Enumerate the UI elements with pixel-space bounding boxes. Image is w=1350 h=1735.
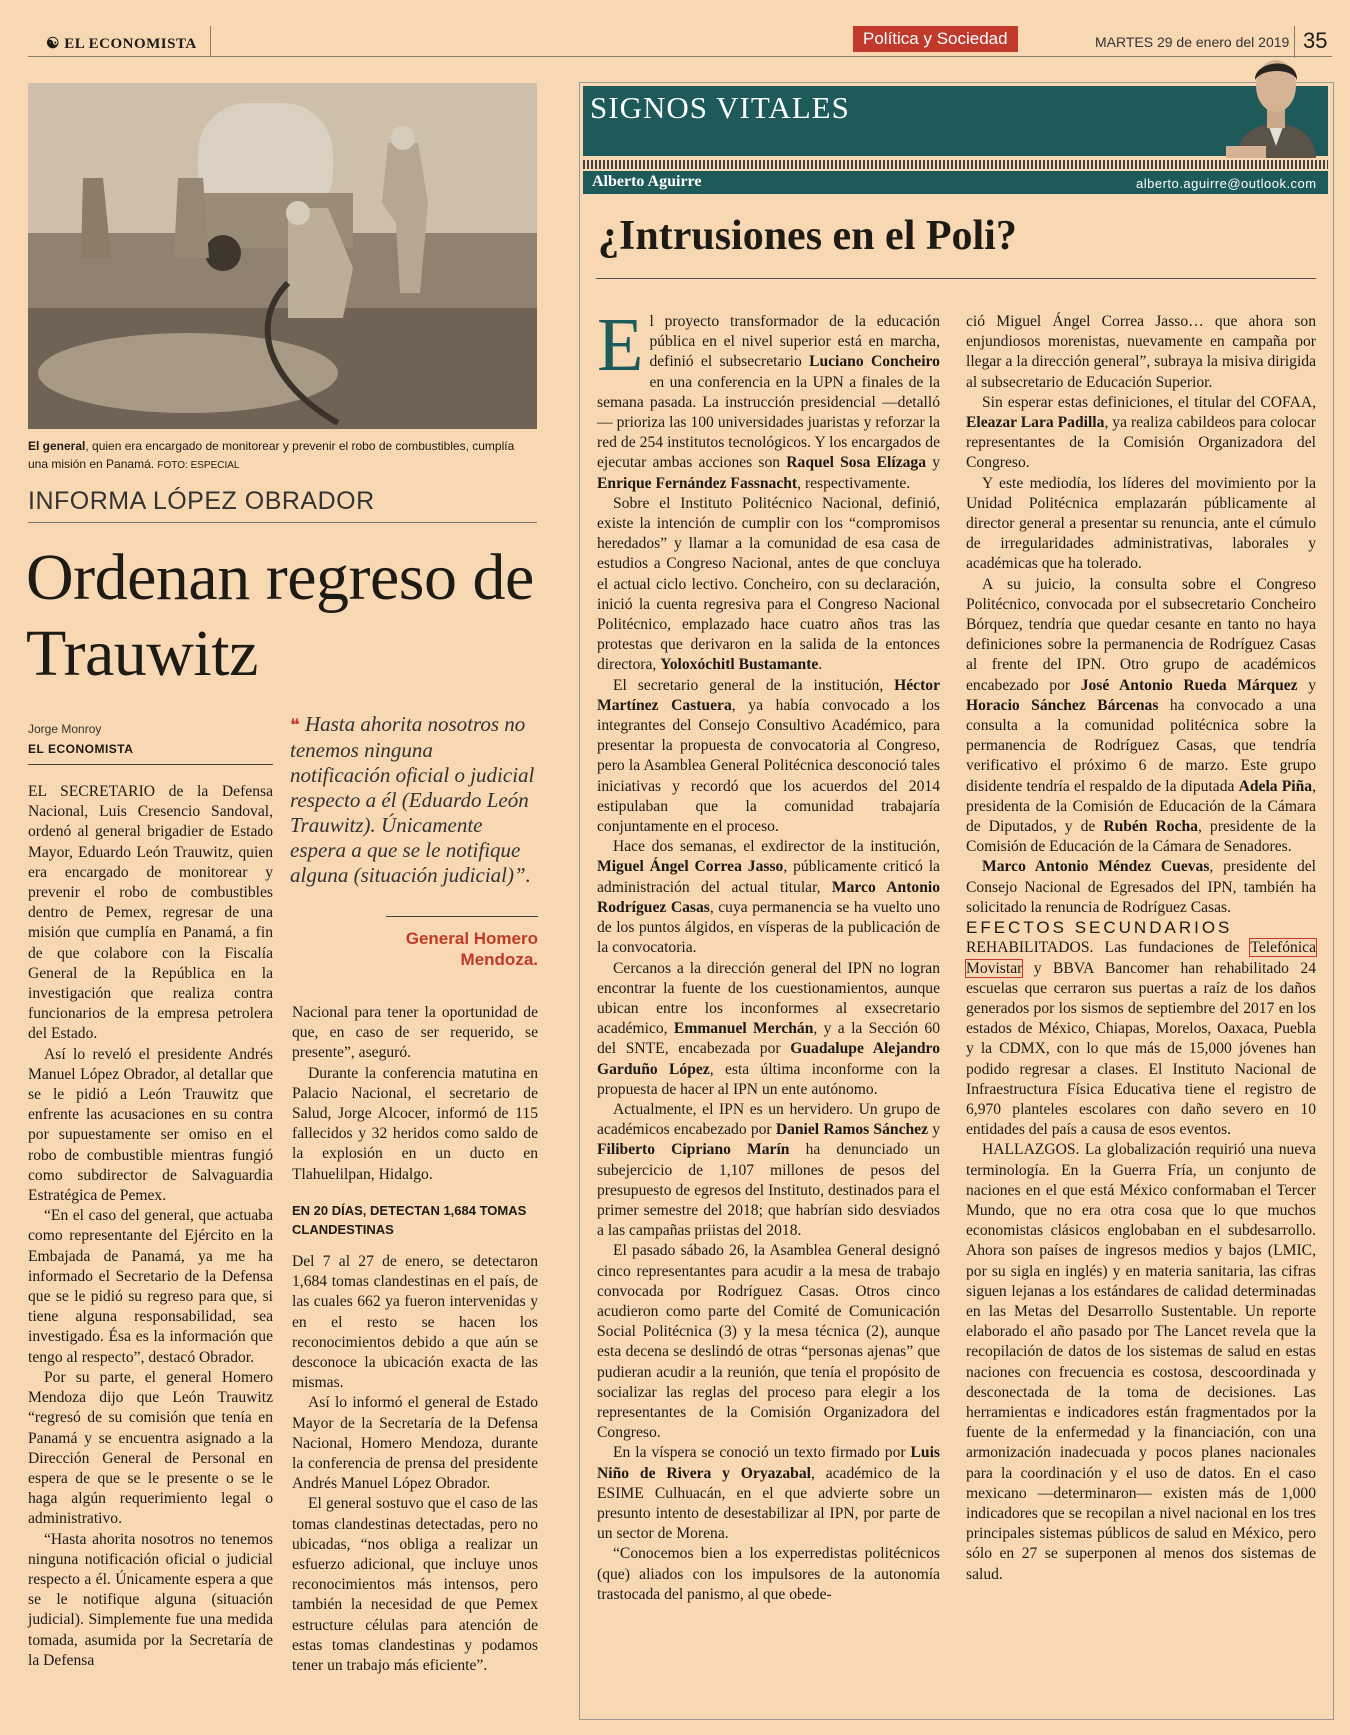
paragraph: Así lo reveló el presidente Andrés Manuel López Obrador, al detallar que se le pidió a León Trauwitz que enfrente las acusaciones en su contra por supuestamente ser omiso en el robo de combustible mientras fungió como subdirector de Salvaguardia Estratégica de Pemex. xyxy=(28,1045,273,1205)
paragraph: REHABILITADOS. Las fundaciones de Telefónica Movistar y BBVA Bancomer han rehabilitado 24 escuelas que cerraron sus puertas a raíz de los daños generados por los sismos de septiembre del 2017 en los estados de México, Chiapas, Morelos, Oaxaca, Puebla y la CDMX, con lo que más de 15,000 jóvenes han podido regresar a clases. El Instituto Nacional de Infraestructura Física Educativa tiene el registro de 6,970 planteles escolares con daño severo en 10 entidades del país a causa de esos eventos. xyxy=(966,939,1316,1139)
paragraph: Del 7 al 27 de enero, se detectaron 1,684 tomas clandestinas en el país, de las cuales 662 ya fueron intervenidas y en el resto se hacen los reconocimientos debido a que aún se desconoce la ubicación exacta de las mismas. xyxy=(292,1253,538,1392)
paragraph: El secretario general de la institución, Héctor Martínez Castuera, ya había convocado a los integrantes del Consejo Consultivo Académico, para presentar la propuesta de convocatoria al Congreso, pero la Asamblea General Politécnica desconoció tales iniciativas y recordó que los acuerdos del 2014 estipulaban que la comunidad trabajaría conjuntamente en el proceso. xyxy=(597,676,940,836)
newspaper-logo xyxy=(46,34,197,53)
logo-text: EL ECONOMISTA xyxy=(64,36,197,52)
photo-caption xyxy=(28,437,537,475)
caption-text: , quien era encargado de monitorear y prevenir el robo de combustibles, cumplía una misión en Panamá. xyxy=(28,439,515,471)
paragraph xyxy=(597,303,940,494)
article-headline: Ordenan regreso de Trauwitz xyxy=(26,541,534,690)
paragraph: Durante la conferencia matutina en Palacio Nacional, el secretario de Salud, Jorge Alcocer, informó de 115 fallecidos y 32 heridos como saldo de la explosión en un ducto en Tlahuelilpan, Hidalgo. xyxy=(292,1064,538,1183)
paragraph: ció Miguel Ángel Correa Jasso… que ahora son enjundiosos morenistas, nuevamente en campaña por llegar a la dirección general”, subraya la misiva dirigida al subsecretario de Educación Superior. xyxy=(966,313,1316,391)
paragraph: Por su parte, el general Homero Mendoza dijo que León Trauwitz “regresó de su comisión que tenía en Panamá y se encuentra asignado a la Dirección General de Personal en espera de que se le presente o se le haga algún requerimiento legal o administrativo. xyxy=(28,1368,273,1528)
hatch-rule xyxy=(583,160,1328,169)
paragraph: En la víspera se conoció un texto firmado por Luis Niño de Rivera y Oryazabal, académico de la ESIME Culhuacán, en el que advierte sobre un presunto intento de desestabilizar al IPN, por parte de un sector de Morena. xyxy=(597,1444,940,1543)
column-name: SIGNOS VITALES xyxy=(590,90,850,125)
paragraph: Sin esperar estas definiciones, el titular del COFAA, Eleazar Lara Padilla, ya realiza cabildeos para colocar representantes de la Comisión Organizadora del Congreso. xyxy=(966,393,1316,472)
news-photo xyxy=(28,83,537,429)
photo-soldiers-tanker xyxy=(28,83,537,429)
column-author: Alberto Aguirre xyxy=(592,173,702,190)
quote-icon: ❝ xyxy=(290,715,300,735)
column-text-b xyxy=(966,312,1316,1585)
pull-quote xyxy=(290,712,538,888)
paragraph: El pasado sábado 26, la Asamblea General designó cinco representantes para acudir a la mesa de trabajo convocada por Rodríguez Casas. Otros cinco acudieron como parte del Comité de Comunicación Social Politécnica (3) y la mesa técnica (2), aunque esta decena se deslindó de otras “personas ajenas” que pudieran acudir a la reunión, que tenía el propósito de socializar las reglas del proceso para elegir a los representantes de la Comisión Organizadora del Congreso. xyxy=(597,1242,940,1442)
paragraph: A su juicio, la consulta sobre el Congreso Politécnico, convocada por el subsecretario Concheiro Bórquez, tendría que quedar cesante en tanto no haya definiciones sobre la permanencia de Rodríguez Casas al frente del IPN. Otro grupo de académicos encabezado por José Antonio Rueda Márquez y Horacio Sánchez Bárcenas ha convocado a una consulta a la comunidad politécnica sobre la permanencia de Rodríguez Casas, que tendría verificativo el próximo 6 de marzo. Este grupo disidente tendría el respaldo de la diputada Adela Piña, presidenta de la Comisión de Educación de la Cámara de Diputados, y de Rubén Rocha, presidente de la Comisión de Educación de la Cámara de Senadores. xyxy=(966,575,1317,856)
caption-lead: El general xyxy=(28,439,86,453)
author-org: EL ECONOMISTA xyxy=(28,742,134,756)
paragraph: HALLAZGOS. La globalización requirió una nueva terminología. En la Guerra Fría, un conjunto de naciones en el que está México conformaban el Tercer Mundo, que no era otra cosa que lo que muchos economistas clásicos englobaban en el subdesarrollo. Ahora son países de ingresos medios y bajos (LMIC, por su sigla en inglés) y en materia sanitaria, las cifras siguen lejanas a los estándares de calidad determinadas en las Metas del Desarrollo Sustentable. Un reporte elaborado el año pasado por The Lancet revela que la recopilación de datos de los sistemas de salud en estas naciones con frecuencia es costosa, descoordinada y desconectada de la toma de decisiones. Las herramientas e indicadores están fragmentados por la fuente de la enfermedad y la financiación, con una armonización inadecuada y pocos planes nacionales para la coordinación y el uso de datos. En el caso mexicano —determinaron— existen más de 1,000 indicadores que se recopilan a nivel nacional en los tres principales sistemas públicos de salud en México, pero sólo en 27 se superponen al menos dos sistemas de salud. xyxy=(966,1141,1316,1583)
column-text-a xyxy=(597,303,941,1605)
author-email[interactable]: alberto.aguirre@outlook.com xyxy=(1136,176,1317,191)
efectos-heading: EFECTOS SECUNDARIOS xyxy=(966,918,1233,938)
quote-rule xyxy=(386,916,538,917)
header-rule xyxy=(28,56,1332,57)
paragraph: EL SECRETARIO de la Defensa Nacional, Luis Cresencio Sandoval, ordenó al general brigadier de Estado Mayor, Eduardo León Trauwitz, quien era encargado de monitorear y prevenir el robo de combustibles dentro de Pemex, regresar de una misión que cumplía en Panamá, a fin de que colabore con la Fiscalía General de la República en la investigación que realiza contra funcionarios de la empresa petrolera del Estado. xyxy=(28,783,273,1043)
quote-text: Hasta ahorita nosotros no tenemos ninguna notificación oficial o judicial respecto a él (Eduardo León Trauwitz). Únicamente espera a que se le notifique alguna (situación judicial)”. xyxy=(290,712,535,887)
page-number: 35 xyxy=(1303,28,1328,53)
paragraph: Hace dos semanas, el exdirector de la institución, Miguel Ángel Correa Jasso, públicamente criticó la administración del actual titular, Marco Antonio Rodríguez Casas, cuya permanencia se ha vuelto uno de los puntos álgidos, en vísperas de la publicación de la convocatoria. xyxy=(597,838,941,957)
portrait-icon xyxy=(1226,46,1326,158)
logo-icon: ☯ xyxy=(46,36,65,52)
article-column-2 xyxy=(292,1003,538,1185)
issue-date: MARTES 29 de enero del 2019 xyxy=(1095,34,1290,50)
headline-rule xyxy=(596,278,1316,279)
paragraph: Marco Antonio Méndez Cuevas, presidente del Consejo Nacional de Egresados del IPN, también ha solicitado la renuncia de Rodríguez Casas. xyxy=(966,858,1317,916)
author-portrait xyxy=(1226,46,1326,158)
section-badge: Política y Sociedad xyxy=(853,26,1018,52)
paragraph: “En el caso del general, que actuaba como representante del Ejército en la Embajada de Panamá, ya me ha informado el Secretario de la Defensa que se le pidió su regreso para que, si tiene alguna responsabilidad, sea investigado. Ésa es la información que tengo al respecto”, destacó Obrador. xyxy=(28,1207,273,1366)
paragraph: El general sostuvo que el caso de las tomas clandestinas detectadas, pero no ubicadas, “nos obliga a realizar un esfuerzo adicional, que incluye unos reconocimientos más intensos, pero también la necesidad de que Pemex estructure células para atención de estas tomas clandestinas y podamos tener un trabajo más eficiente”. xyxy=(292,1495,538,1675)
author-name: Jorge Monroy xyxy=(28,722,102,736)
article-kicker: INFORMA LÓPEZ OBRADOR xyxy=(28,487,537,523)
paragraph: “Hasta ahorita nosotros no tenemos ninguna notificación oficial o judicial respecto a él. Únicamente espera a que se le notifique alguna (situación judicial). Simplemente fue una medida tomada, asumida por la Secretaría de la Defensa xyxy=(28,1530,273,1669)
photo-credit: FOTO: ESPECIAL xyxy=(157,460,240,471)
paragraph: “Conocemos bien a los experredistas politécnicos (que) aliados con los impulsores de la autonomía trastocada del panismo, al que obede- xyxy=(597,1545,940,1603)
paragraph-text: l proyecto transformador de la educación pública en el nivel superior está en marcha, definió el subsecretario Luciano Concheiro en una conferencia en la UPN a finales de la semana pasada. La instrucción presidencial —detalló— prioriza las 100 universidades juaristas y reforzar la red de 254 institutos tecnológicos. Y los encargados de ejecutar ambas acciones son Raquel Sosa Elízaga y Enrique Fernández Fassnacht, respectivamente. xyxy=(597,313,940,492)
paragraph: Y este mediodía, los líderes del movimiento por la Unidad Politécnica emplazarán públicamente al director general a presentar su renuncia, ante el cúmulo de irregularidades administrativas, laborales y académicas que ha tolerado. xyxy=(966,474,1316,573)
drop-cap: E xyxy=(597,303,644,387)
byline-rule xyxy=(28,764,273,765)
quote-author: General Homero Mendoza. xyxy=(405,929,538,969)
article-column-2b xyxy=(292,1252,538,1676)
paragraph: Cercanos a la dirección general del IPN no logran encontrar la fuente de los cuestionamientos, aunque ubican entre los inconformes al exsecretario académico, Emmanuel Merchán, y a la Sección 60 del SNTE, encabezada por Guadalupe Alejandro Garduño López, esta última inconforme con la propuesta de hacer al IPN un ente autónomo. xyxy=(597,959,941,1098)
paragraph: Nacional para tener la oportunidad de que, en caso de ser requerido, se presente”, aseguró. xyxy=(292,1004,538,1062)
article-subhead: EN 20 DÍAS, DETECTAN 1,684 TOMAS CLANDESTINAS xyxy=(292,1203,527,1237)
article-column-1 xyxy=(28,782,273,1671)
paragraph: Así lo informó el general de Estado Mayor de la Secretaría de la Defensa Nacional, Homero Mendoza, durante la conferencia de prensa del presidente Andrés Manuel López Obrador. xyxy=(292,1394,538,1493)
column-headline: ¿Intrusiones en el Poli? xyxy=(598,213,1017,259)
header-divider xyxy=(210,26,211,56)
paragraph: Sobre el Instituto Politécnico Nacional, definió, existe la intención de cumplir con los “compromisos heredados” y llamar a la comunidad de esa casa de estudios a Congreso Nacional, antes de que concluya el actual ciclo lectivo. Concheiro, con su declaración, inició la cuenta regresiva para el Congreso Nacional Politécnico, emplazado hace cuatro años tras las protestas que derivaron en la salida de la entonces directora, Yoloxóchitl Bustamante. xyxy=(597,494,940,674)
paragraph: Actualmente, el IPN es un hervidero. Un grupo de académicos encabezado por Daniel Ramos Sánchez y Filiberto Cipriano Marín ha denunciado un subejercicio de 1,107 millones de pesos del presupuesto de egresos del Instituto, destinados para el primer semestre del 2018; que habrían sido desviados a las campañas priistas del 2018. xyxy=(597,1100,941,1240)
